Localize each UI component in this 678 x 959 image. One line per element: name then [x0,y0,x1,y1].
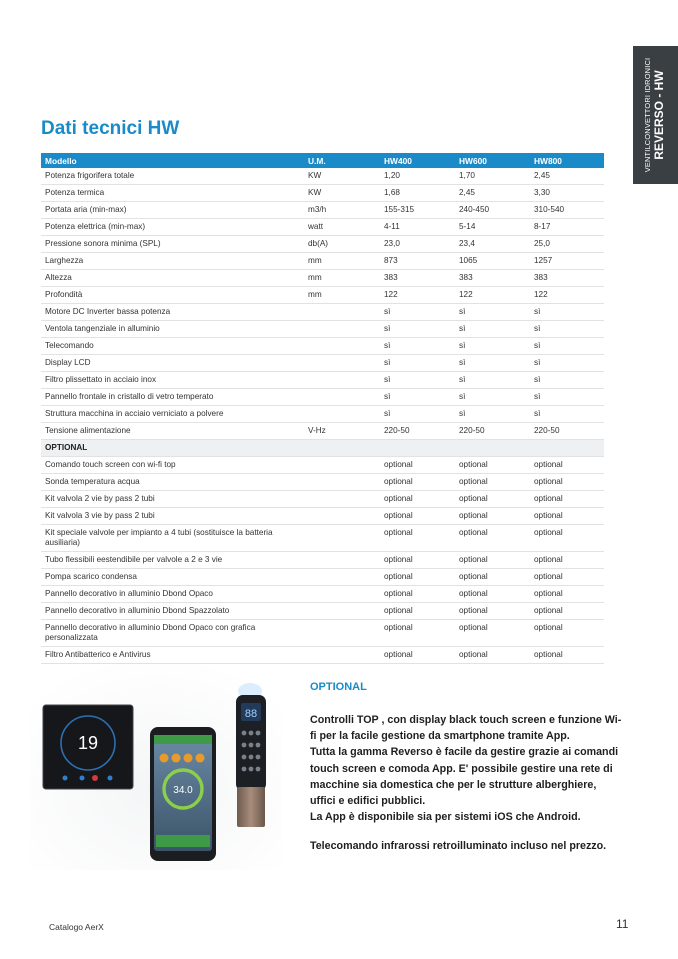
row-value: optional [380,508,455,525]
row-label: Filtro Antibatterico e Antivirus [41,647,304,664]
row-label: Larghezza [41,253,304,270]
table-row [41,236,604,253]
row-value: 23,0 [380,236,455,253]
thermostat [43,705,133,789]
optional-heading: OPTIONAL [310,681,367,693]
row-label: Pannello frontale in cristallo di vetro temperato [41,389,304,406]
row-value: optional [530,586,604,603]
row-value: 2,45 [530,168,604,185]
row-value: sì [455,389,530,406]
row-value [304,620,380,647]
row-label: Tubo flessibili eestendibile per valvole a 2 e 3 vie [41,552,304,569]
table-row [41,219,604,236]
thermostat-clock-icon [108,776,113,781]
row-value: m3/h [304,202,380,219]
table-row [41,423,604,440]
row-value: V-Hz [304,423,380,440]
row-value: 1,70 [455,168,530,185]
row-value: sì [455,304,530,321]
row-value [304,552,380,569]
row-label: Display LCD [41,355,304,372]
table-row [41,202,604,219]
row-label: Comando touch screen con wi-fi top [41,457,304,474]
row-value: optional [455,620,530,647]
row-label: Kit valvola 2 vie by pass 2 tubi [41,491,304,508]
row-value [304,355,380,372]
row-label: Profondità [41,287,304,304]
row-value: optional [530,569,604,586]
table-row [41,508,604,525]
table-row [41,253,604,270]
row-value: optional [380,603,455,620]
table-row [41,647,604,664]
row-value: 23,4 [455,236,530,253]
table-row [41,321,604,338]
phone-temperature: 34.0 [173,785,193,796]
header-cell: HW600 [455,153,530,168]
row-value: mm [304,253,380,270]
thermostat-display: 19 [77,733,99,753]
section-side-tab [633,46,678,184]
row-value: optional [455,525,530,552]
row-value: optional [455,586,530,603]
row-label: Pannello decorativo in alluminio Dbond Opaco con grafica personalizzata [41,620,304,647]
row-value [304,647,380,664]
table-row [41,603,604,620]
row-value: 1065 [455,253,530,270]
row-value: db(A) [304,236,380,253]
row-label: Tensione alimentazione [41,423,304,440]
header-cell: Modello [41,153,304,168]
row-value: sì [455,406,530,423]
row-value: optional [530,603,604,620]
row-value: 122 [530,287,604,304]
table-row [41,389,604,406]
row-label: Kit speciale valvole per impianto a 4 tubi (sostituisce la batteria ausiliaria) [41,525,304,552]
row-value: 1,20 [380,168,455,185]
row-label: Pannello decorativo in alluminio Dbond Opaco [41,586,304,603]
phone-app-header [154,735,212,744]
row-value: optional [530,525,604,552]
table-row [41,168,604,185]
row-value: sì [455,338,530,355]
page-title: Dati tecnici HW [41,118,180,139]
table-row [41,338,604,355]
row-value: optional [380,569,455,586]
table-row [41,552,604,569]
row-value: 220-50 [455,423,530,440]
remote-holder [237,787,265,827]
side-tab-title: REVERSO - HW [651,70,666,160]
row-value: 240-450 [455,202,530,219]
row-value: 1257 [530,253,604,270]
row-value [304,586,380,603]
row-value: 2,45 [455,185,530,202]
product-image [30,665,282,870]
header-cell: HW400 [380,153,455,168]
thermostat-power-icon [92,775,98,781]
row-label: Portata aria (min-max) [41,202,304,219]
row-label: Potenza termica [41,185,304,202]
row-value: optional [380,491,455,508]
row-value: optional [530,491,604,508]
header-cell: U.M. [304,153,380,168]
row-value [304,508,380,525]
row-value: 873 [380,253,455,270]
row-value: optional [530,508,604,525]
table-row [41,586,604,603]
row-value: sì [455,372,530,389]
header-cell: HW800 [530,153,604,168]
row-value: 122 [455,287,530,304]
row-value: 383 [530,270,604,287]
row-value: sì [455,321,530,338]
row-value: 220-50 [530,423,604,440]
row-value: sì [380,406,455,423]
row-value [304,569,380,586]
row-value [304,338,380,355]
table-row [41,355,604,372]
table-row [41,270,604,287]
row-value: optional [380,620,455,647]
thermostat-mode-icon [63,776,68,781]
row-label: Kit valvola 3 vie by pass 2 tubi [41,508,304,525]
table-row [41,569,604,586]
row-value: sì [530,389,604,406]
optional-paragraph: Controlli TOP , con display black touch screen e funzione Wi-fi per la facile gestione da smartphone tramite App. [310,714,622,743]
row-label: Ventola tangenziale in alluminio [41,321,304,338]
page-number: 11 [616,917,629,931]
row-label: Pressione sonora minima (SPL) [41,236,304,253]
phone [150,727,216,861]
optional-paragraph: La App è disponibile sia per sistemi iOS che Android. [310,811,581,824]
row-value: 25,0 [530,236,604,253]
table-header-row [41,153,604,168]
row-value: optional [530,457,604,474]
table-row [41,457,604,474]
row-value: optional [455,552,530,569]
row-label: Altezza [41,270,304,287]
row-value [304,372,380,389]
row-label: Telecomando [41,338,304,355]
table-row [41,406,604,423]
row-value: optional [380,525,455,552]
row-value [304,603,380,620]
row-value: 310-540 [530,202,604,219]
table-row [41,491,604,508]
row-value: optional [380,552,455,569]
row-value: sì [530,355,604,372]
row-value: 4-11 [380,219,455,236]
row-value: optional [455,457,530,474]
row-value: sì [530,304,604,321]
row-value [304,406,380,423]
optional-description [310,712,622,825]
table-row [41,287,604,304]
row-label: Filtro plissettato in acciaio inox [41,372,304,389]
row-value: sì [380,372,455,389]
row-label: Potenza frigorifera totale [41,168,304,185]
remote-display: 88 [244,708,258,720]
thermostat-fan-icon [80,776,85,781]
row-value: mm [304,270,380,287]
spec-table [41,153,604,664]
row-value: optional [455,647,530,664]
side-tab-subtitle: VENTILCONVETTORI IDRONICI [642,57,652,173]
row-value: optional [455,603,530,620]
row-value: optional [530,620,604,647]
row-value [304,491,380,508]
optional-section-row [41,440,604,457]
row-value: sì [380,338,455,355]
row-label: Motore DC Inverter bassa potenza [41,304,304,321]
row-value [304,389,380,406]
row-value: 383 [380,270,455,287]
table-row [41,304,604,321]
row-value [304,525,380,552]
row-value [304,474,380,491]
row-value: mm [304,287,380,304]
row-value: optional [455,491,530,508]
row-value: 8-17 [530,219,604,236]
row-value: sì [530,321,604,338]
row-value: 122 [380,287,455,304]
row-value: sì [455,355,530,372]
row-value: 220-50 [380,423,455,440]
table-row [41,620,604,647]
row-value: sì [380,389,455,406]
table-row [41,525,604,552]
row-value: optional [455,474,530,491]
row-value: sì [530,406,604,423]
spec-table-body [41,168,604,664]
row-value: sì [530,338,604,355]
row-value: sì [380,321,455,338]
optional-paragraph: Tutta la gamma Reverso è facile da gestire grazie ai comandi touch screen e comoda App. E' possibile gestire una rete di macchine sia domestica che per le strutture alberghiere, uffici e edifici pubblici. [310,746,619,808]
row-value: optional [455,508,530,525]
remote-control [236,683,266,827]
remote-note: Telecomando infrarossi retroilluminato incluso nel prezzo. [310,840,607,852]
row-value: optional [380,647,455,664]
table-row [41,185,604,202]
row-value: sì [380,304,455,321]
row-label: Struttura macchina in acciaio verniciato a polvere [41,406,304,423]
table-row [41,372,604,389]
row-value: KW [304,185,380,202]
row-value: optional [455,569,530,586]
row-value: 3,30 [530,185,604,202]
row-value: optional [530,474,604,491]
row-label: Potenza elettrica (min-max) [41,219,304,236]
row-value: watt [304,219,380,236]
row-value [304,304,380,321]
row-value: KW [304,168,380,185]
row-value: 155-315 [380,202,455,219]
row-value: optional [530,647,604,664]
row-value: optional [530,552,604,569]
row-value: 5-14 [455,219,530,236]
row-label: Pannello decorativo in alluminio Dbond Spazzolato [41,603,304,620]
row-value [304,321,380,338]
optional-section-label: OPTIONAL [41,440,604,457]
row-value: 383 [455,270,530,287]
row-value: sì [380,355,455,372]
row-value: 1,68 [380,185,455,202]
row-value: optional [380,457,455,474]
row-value: optional [380,474,455,491]
row-label: Pompa scarico condensa [41,569,304,586]
footer-catalog: Catalogo AerX [49,922,104,932]
phone-bottom-bar [156,835,210,847]
row-value: sì [530,372,604,389]
row-value [304,457,380,474]
row-label: Sonda temperatura acqua [41,474,304,491]
row-value: optional [380,586,455,603]
table-row [41,474,604,491]
